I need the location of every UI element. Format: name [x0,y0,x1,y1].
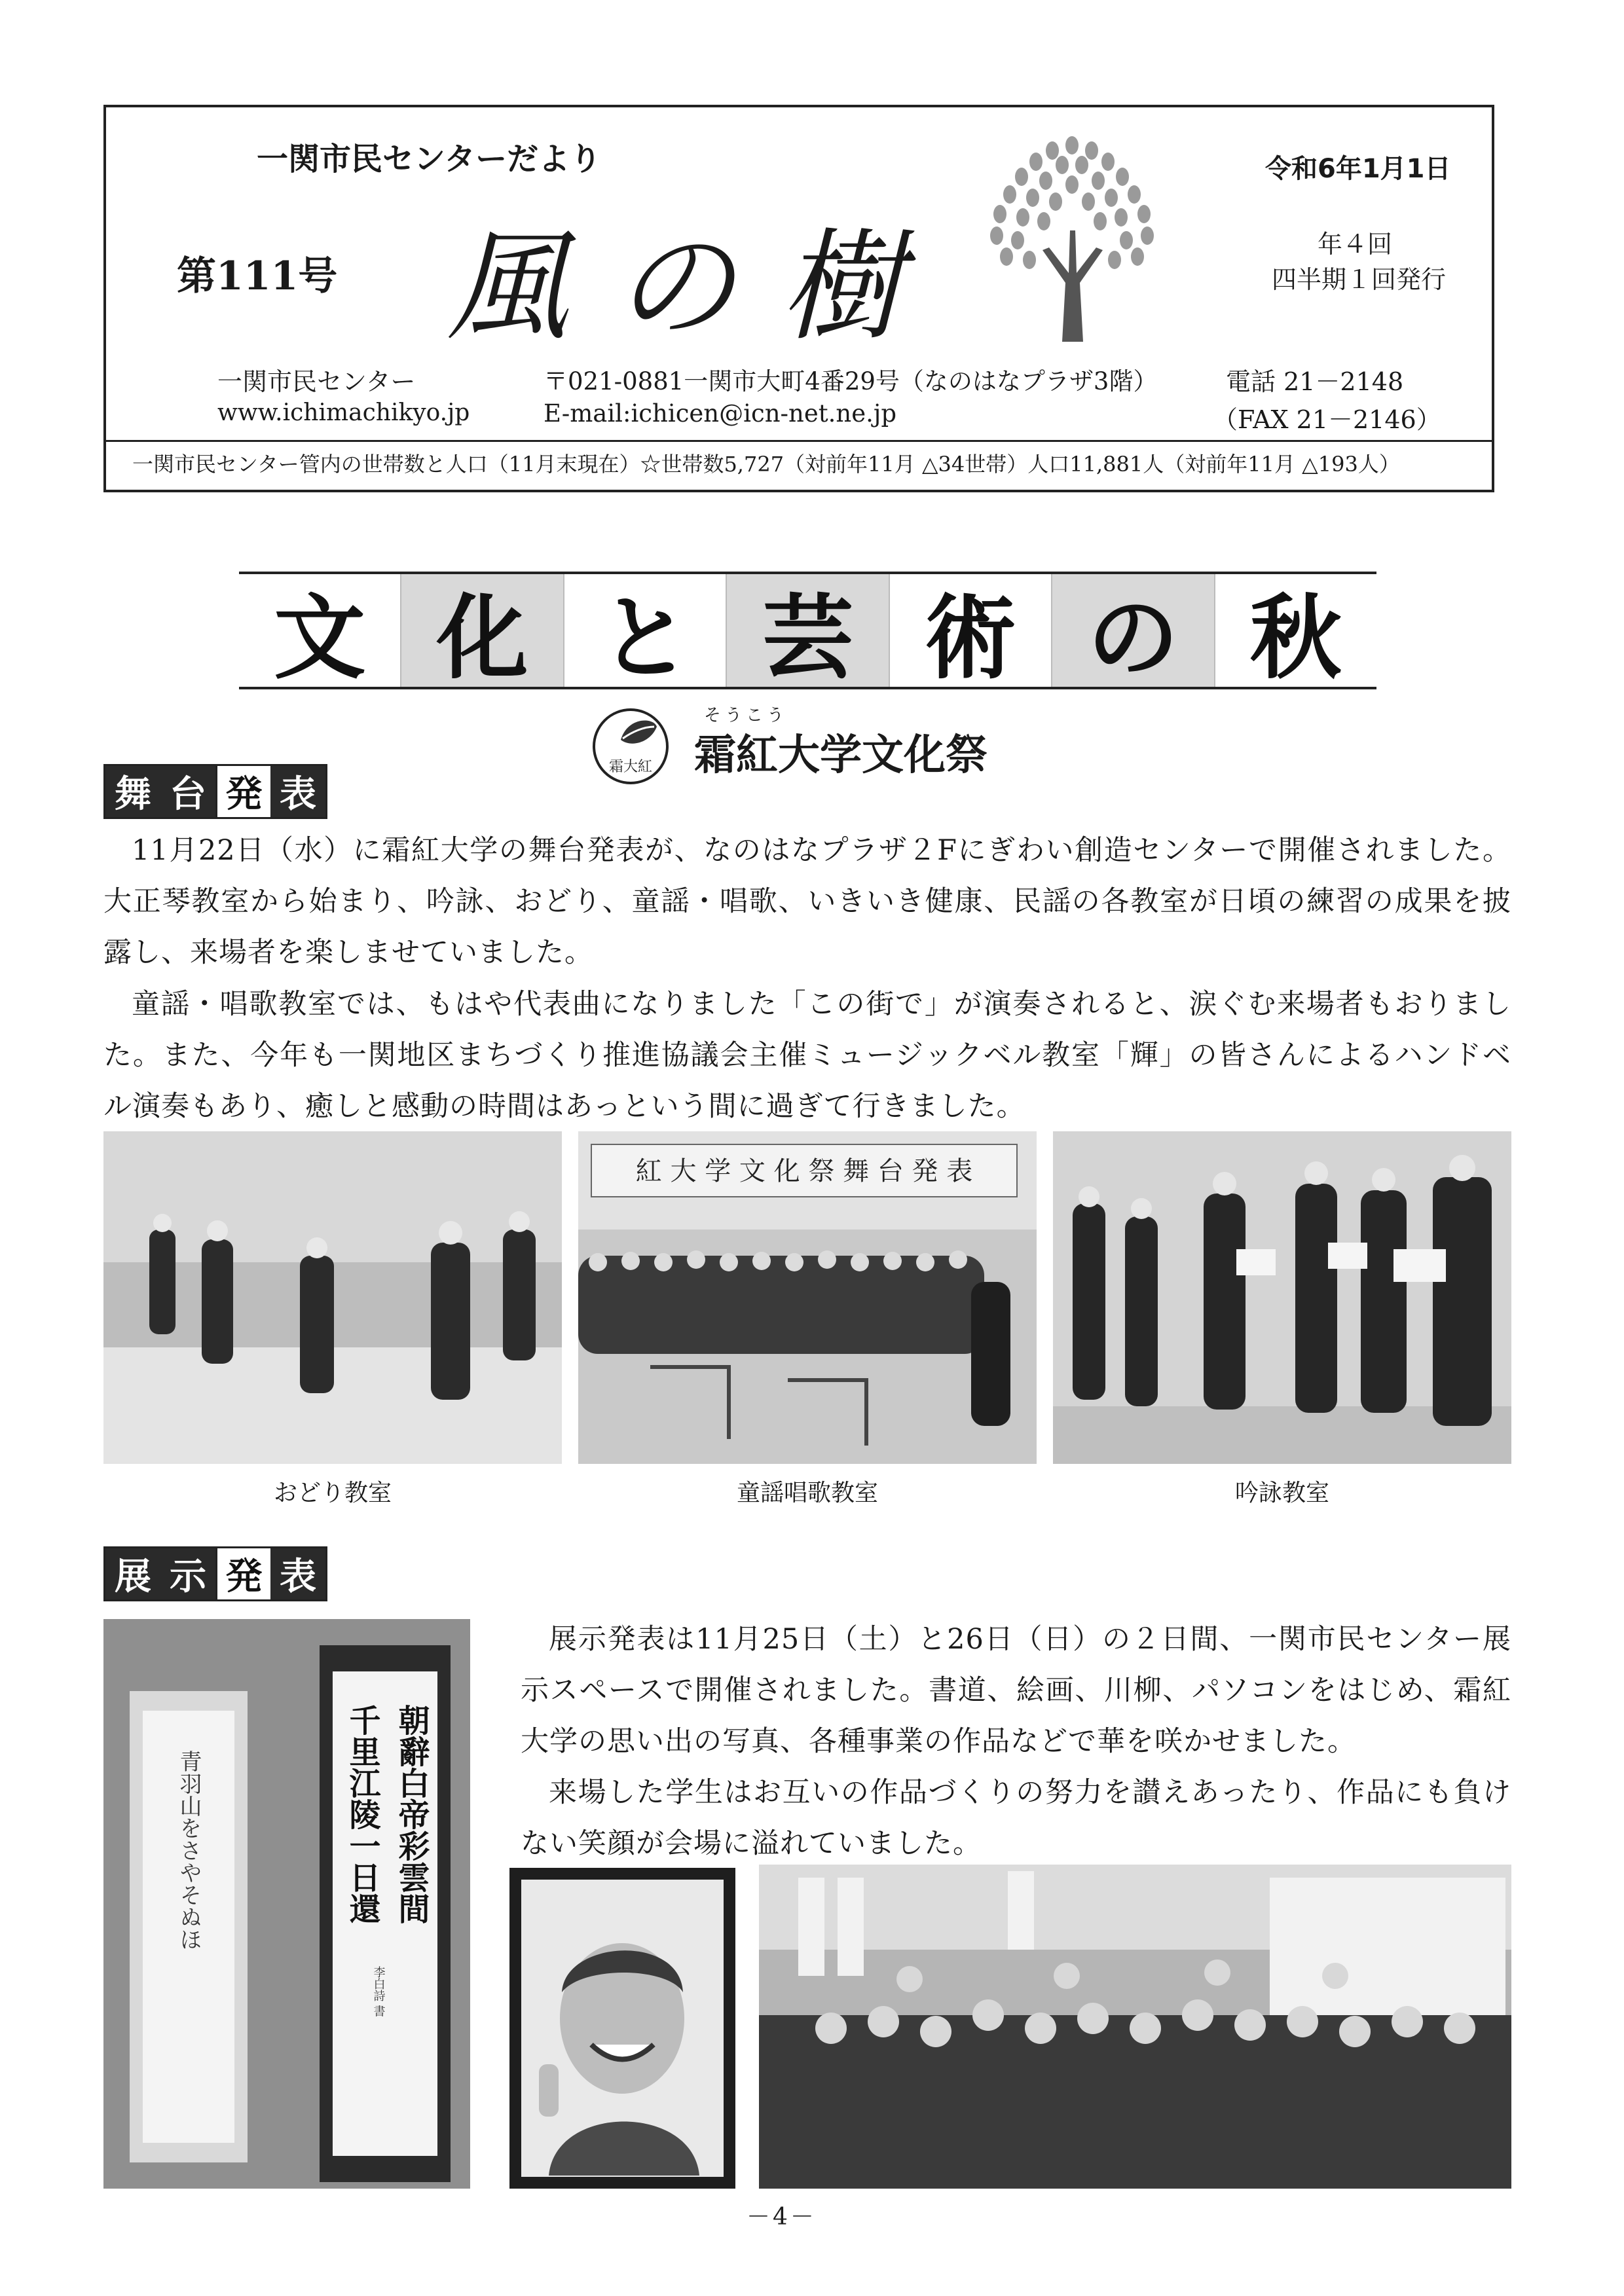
banner-char: と [599,584,692,692]
group-photo [759,1865,1511,2189]
frequency-line-1: 年４回 [1318,230,1393,259]
festival-logo-icon [591,707,670,786]
exhibit-paragraph-1: 展示発表は11月25日（土）と26日（日）の２日間、一関市民センター展示スペースで開催されました。書道、絵画、川柳、パソコンをはじめ、霜紅大学の思い出の写真、各種事業の作品などで華を咲かせました。 [521,1623,1511,1758]
banner-char: の [1051,574,1215,687]
stage-paragraph-1: 11月22日（水）に霜紅大学の舞台発表が、なのはなプラザ２Fにぎわい創造センターで開催されました。大正琴教室から始まり、吟詠、おどり、童謡・唱歌、いきいき健康、民謡の各教室が日頃の練習の成果を披露し、来場者を楽しませていました。 [103,834,1511,969]
stage-paragraph-2: 童謡・唱歌教室では、もはや代表曲になりました「この街で」が演奏されると、涙ぐむ来場者もおりました。また、今年も一関地区まちづくり推進協議会主催ミュージックベル教室「輝」の皆さんによるハンドベル演奏もあり、癒しと感動の時間はあっという間に過ぎて行きました。 [103,988,1511,1123]
exhibit-paragraph-2: 来場した学生はお互いの作品づくりの努力を讃えあったり、作品にも負けない笑顔が会場に溢れていました。 [521,1776,1511,1860]
caption-choir: 童謡唱歌教室 [736,1480,878,1506]
scroll-right-col2: 千里江陵一日還 [344,1704,380,1924]
postal-address: 〒021-0881一関市大町4番29号（なのはなプラザ3階） [544,367,1158,395]
heading-char: 舞 [105,766,160,817]
festival-title: 霜紅大学文化祭 [694,731,987,780]
email-address: E-mail:ichicen@icn-net.ne.jp [544,399,897,428]
heading-char: 示 [160,1548,215,1599]
publication-date: 令和6年1月1日 [1265,154,1451,184]
dance-class-photo [103,1131,562,1464]
heading-char: 発 [215,766,270,817]
scroll-left-text: 青羽山をさやそぬほ [175,1750,202,1950]
stage-section-heading [103,764,327,819]
exhibit-section-heading [103,1546,327,1601]
tree-logo-icon [970,132,1173,342]
banner-char: 化 [400,574,564,687]
caption-dance: おどり教室 [273,1480,392,1506]
heading-char: 台 [160,766,215,817]
recitation-class-photo [1053,1131,1511,1464]
banner-char: 術 [924,584,1016,692]
caption-recitation: 吟詠教室 [1234,1480,1329,1506]
festival-logo-text: 霜大紅 [608,759,653,775]
heading-char: 表 [270,766,325,817]
banner-char: 文 [274,584,366,692]
fax-number: （FAX 21－2146） [1213,405,1441,434]
heading-char: 発 [215,1548,270,1599]
choir-class-photo [578,1131,1037,1464]
center-name: 一関市民センター [217,367,416,396]
newsletter-series: 一関市民センターだより [257,141,602,177]
calligraphy-scroll-photo [103,1619,470,2189]
masthead [103,105,1494,492]
phone-number: 電話 21－2148 [1226,367,1404,396]
population-stats: 一関市民センター管内の世帯数と人口（11月末現在）☆世帯数5,727（対前年11月 △34世帯）人口11,881人（対前年11月 △193人） [132,452,1400,477]
masthead-divider [106,440,1492,442]
portrait-drawing-photo [509,1868,735,2189]
festival-ruby: そうこう [704,706,788,725]
frequency-line-2: 四半期１回発行 [1272,265,1447,294]
newsletter-title: 風の樹 [447,216,948,357]
banner-char: 秋 [1249,584,1342,692]
scroll-right-col1: 朝辭白帝彩雲間 [393,1704,430,1924]
scroll-signature: 李白詩 書 [371,1966,386,2017]
banner-char: 芸 [726,574,889,687]
website-url: www.ichimachikyo.jp [217,399,470,426]
issue-number: 第111号 [177,253,338,299]
feature-banner [239,572,1376,692]
heading-char: 表 [270,1548,325,1599]
photo-banner-text: 紅 大 学 文 化 祭 舞 台 発 表 [635,1156,973,1186]
heading-char: 展 [105,1548,160,1599]
page-number: －4－ [747,2204,817,2231]
